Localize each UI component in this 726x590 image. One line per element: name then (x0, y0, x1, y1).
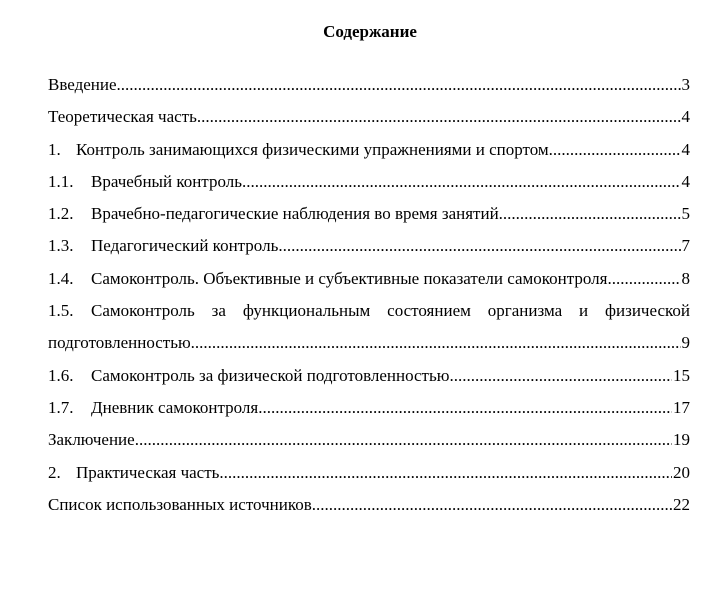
toc-entry-1-5-continuation[interactable] (48, 327, 690, 359)
toc-entry-number: 1.3. (48, 236, 74, 256)
toc-entry-number: 1.5. (48, 301, 74, 321)
toc-entry-text: Самоконтроль за функциональным состоянием организма и физической (91, 301, 690, 321)
toc-page-number: 7 (681, 236, 690, 256)
toc-dot-leader (278, 230, 680, 262)
toc-entry-text: Заключение (48, 430, 135, 450)
toc-entry-text: Дневник самоконтроля (91, 397, 259, 417)
toc-entry-text: Самоконтроль. Объективные и субъективные показатели самоконтроля (91, 268, 608, 288)
toc-dot-leader (499, 198, 681, 230)
toc-page-number: 22 (673, 494, 690, 514)
toc-dot-leader (135, 424, 672, 456)
toc-title: Содержание (323, 22, 417, 41)
toc-entry-number: 1.4. (48, 268, 74, 288)
toc-entry-references[interactable] (48, 489, 690, 521)
toc-entry-text: Введение (48, 75, 117, 94)
toc-entry-theory[interactable] (48, 101, 690, 133)
toc-dot-leader (258, 392, 672, 424)
toc-dot-leader (197, 101, 681, 133)
toc-dot-leader (219, 457, 672, 489)
toc-entry-number: 1.7. (48, 397, 74, 417)
toc-entry-number: 1. (48, 139, 61, 159)
toc-entry-number: 1.1. (48, 171, 74, 191)
toc-entry-1[interactable] (48, 134, 690, 166)
toc-entry-number: 2. (48, 462, 61, 482)
toc-entry-conclusion[interactable] (48, 424, 690, 456)
toc-entry-text: Педагогический контроль (91, 236, 279, 256)
toc-entry-1-2[interactable] (48, 198, 690, 230)
toc-entry-text: Врачебный контроль (91, 171, 242, 191)
toc-dot-leader (312, 489, 672, 521)
toc-entry-number: 1.2. (48, 204, 74, 224)
toc-entry-text: Список использованных источников (48, 494, 312, 514)
toc-entry-text: Самоконтроль за физической подготовленностью (91, 365, 450, 385)
toc-page-number: 17 (673, 397, 690, 417)
toc-page-number: 8 (681, 268, 690, 288)
toc-entry-1-6[interactable] (48, 360, 690, 392)
toc-page-number: 4 (681, 171, 690, 191)
toc-entry-1-1[interactable] (48, 166, 690, 198)
toc-entry-1-4[interactable] (48, 263, 690, 295)
toc-page-number: 19 (673, 430, 690, 450)
toc-page-number: 5 (681, 204, 690, 224)
toc-page-number: 4 (681, 107, 690, 127)
toc-entry-1-3[interactable] (48, 230, 690, 262)
toc-entry-1-5[interactable] (48, 295, 690, 327)
table-of-contents (48, 69, 690, 521)
toc-entry-text: Контроль занимающихся физическими упражнениями и спортом (76, 139, 549, 159)
toc-entry-text: Теоретическая часть (48, 107, 197, 127)
toc-dot-leader (242, 166, 681, 198)
toc-dot-leader (191, 327, 681, 359)
toc-page-number: 9 (681, 333, 690, 353)
toc-page-number: 15 (673, 365, 690, 385)
toc-dot-leader (607, 263, 680, 295)
toc-dot-leader (449, 360, 672, 392)
toc-entry-text: Практическая часть (76, 462, 220, 482)
toc-entry-text-continuation: подготовленностью (48, 333, 191, 353)
toc-entry-2[interactable] (48, 457, 690, 489)
toc-dot-leader (549, 134, 681, 166)
toc-page-number: 20 (673, 462, 690, 482)
toc-entry-introduction[interactable] (48, 69, 690, 101)
toc-page-number: 3 (681, 75, 690, 94)
toc-entry-text: Врачебно-педагогические наблюдения во время занятий (91, 204, 499, 224)
toc-entry-1-7[interactable] (48, 392, 690, 424)
toc-dot-leader (117, 69, 681, 101)
toc-page-number: 4 (681, 139, 690, 159)
toc-entry-number: 1.6. (48, 365, 74, 385)
